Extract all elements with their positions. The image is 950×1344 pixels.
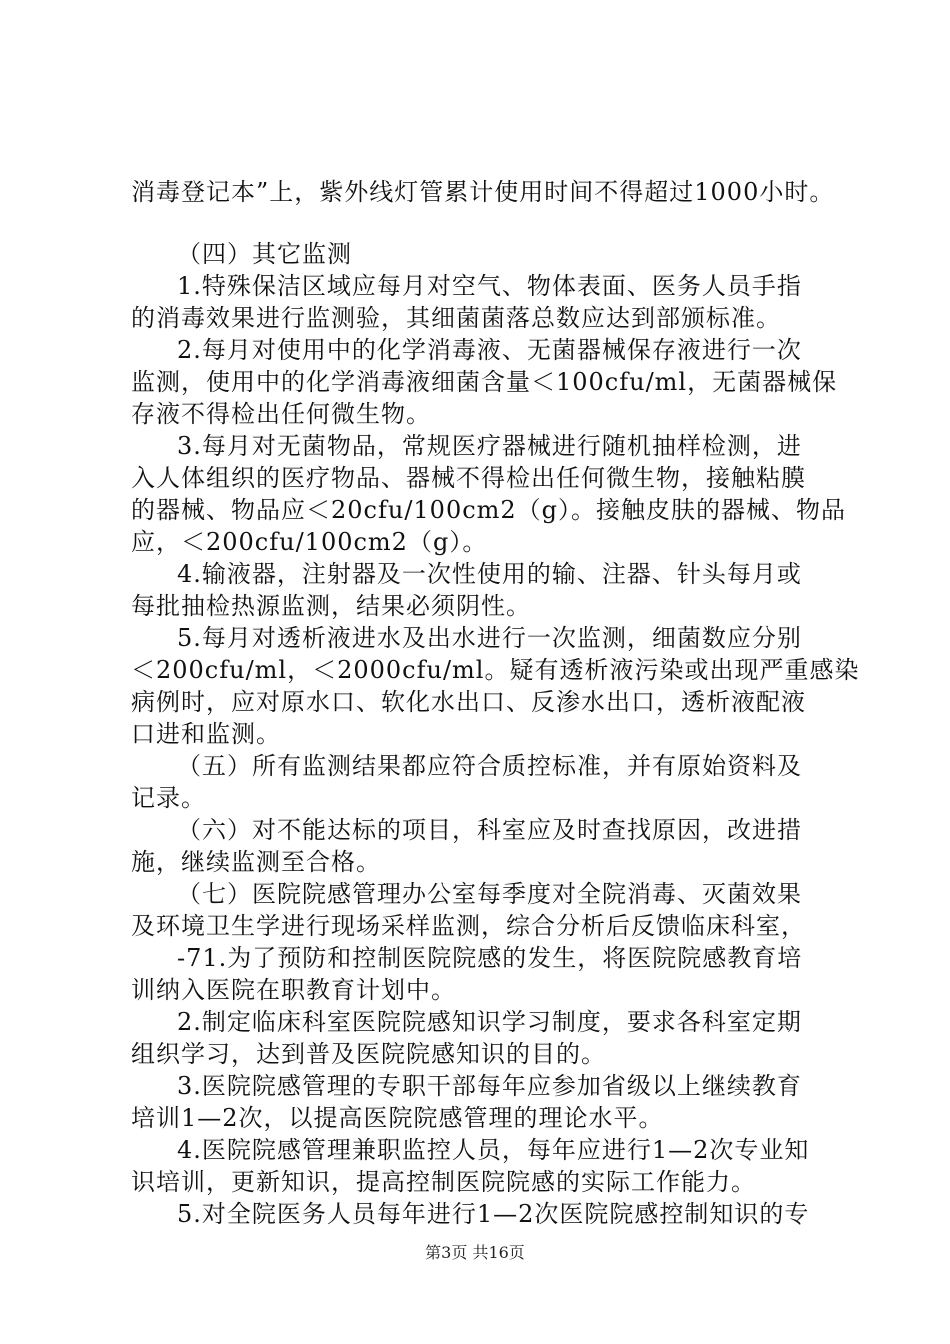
text-line: 3.每月对无菌物品，常规医疗器械进行随机抽样检测，进	[177, 432, 802, 460]
text-line: 2.制定临床科室医院院感知识学习制度，要求各科室定期	[177, 1008, 802, 1036]
text-line: -71.为了预防和控制医院院感的发生，将医院院感教育培	[177, 944, 803, 972]
text-line: 及环境卫生学进行现场采样监测，综合分析后反馈临床科室，	[131, 912, 806, 940]
text-line: ＜200cfu/ml，＜2000cfu/ml。疑有透析液污染或出现严重感染	[131, 656, 860, 684]
text-line: 存液不得检出任何微生物。	[131, 400, 431, 428]
text-line: 组织学习，达到普及医院院感知识的目的。	[131, 1040, 606, 1068]
text-line: 5.每月对透析液进水及出水进行一次监测，细菌数应分别	[177, 624, 802, 652]
text-line: 2.每月对使用中的化学消毒液、无菌器械保存液进行一次	[177, 336, 802, 364]
text-line: 消毒登记本”上，紫外线灯管累计使用时间不得超过1000小时。	[131, 178, 835, 206]
text-line: 应，＜200cfu/100cm2（g）。	[131, 528, 488, 556]
text-line: 4.医院院感管理兼职监控人员，每年应进行1—2次专业知	[177, 1136, 810, 1164]
text-line: 5.对全院医务人员每年进行1—2次医院院感控制知识的专	[177, 1200, 810, 1228]
text-line: 1.特殊保洁区域应每月对空气、物体表面、医务人员手指	[177, 272, 802, 300]
text-line: 识培训，更新知识，提高控制医院院感的实际工作能力。	[131, 1168, 756, 1196]
text-line: 记录。	[131, 784, 206, 812]
text-line: 每批抽检热源监测，结果必须阴性。	[131, 592, 531, 620]
section-heading: （四）其它监测	[177, 240, 352, 268]
text-line: 的消毒效果进行监测验，其细菌菌落总数应达到部颁标准。	[131, 304, 781, 332]
section-heading: （五）所有监测结果都应符合质控标准，并有原始资料及	[177, 752, 802, 780]
text-line: 监测，使用中的化学消毒液细菌含量＜100cfu/ml，无菌器械保	[131, 368, 838, 396]
text-line: 4.输液器，注射器及一次性使用的输、注器、针头每月或	[177, 560, 802, 588]
text-line: 3.医院院感管理的专职干部每年应参加省级以上继续教育	[177, 1072, 802, 1100]
text-line: 入人体组织的医疗物品、器械不得检出任何微生物，接触粘膜	[131, 464, 806, 492]
text-line: 病例时，应对原水口、软化水出口、反渗水出口，透析液配液	[131, 688, 806, 716]
text-line: 培训1—2次，以提高医院院感管理的理论水平。	[131, 1104, 664, 1132]
section-heading: （七）医院院感管理办公室每季度对全院消毒、灭菌效果	[177, 880, 802, 908]
text-line: 的器械、物品应＜20cfu/100cm2（g）。接触皮肤的器械、物品	[131, 496, 847, 524]
text-line: 训纳入医院在职教育计划中。	[131, 976, 456, 1004]
page-footer: 第3页 共16页	[425, 1243, 525, 1262]
section-heading: （六）对不能达标的项目，科室应及时查找原因，改进措	[177, 816, 802, 844]
text-line: 口进和监测。	[131, 720, 281, 748]
text-line: 施，继续监测至合格。	[131, 848, 381, 876]
